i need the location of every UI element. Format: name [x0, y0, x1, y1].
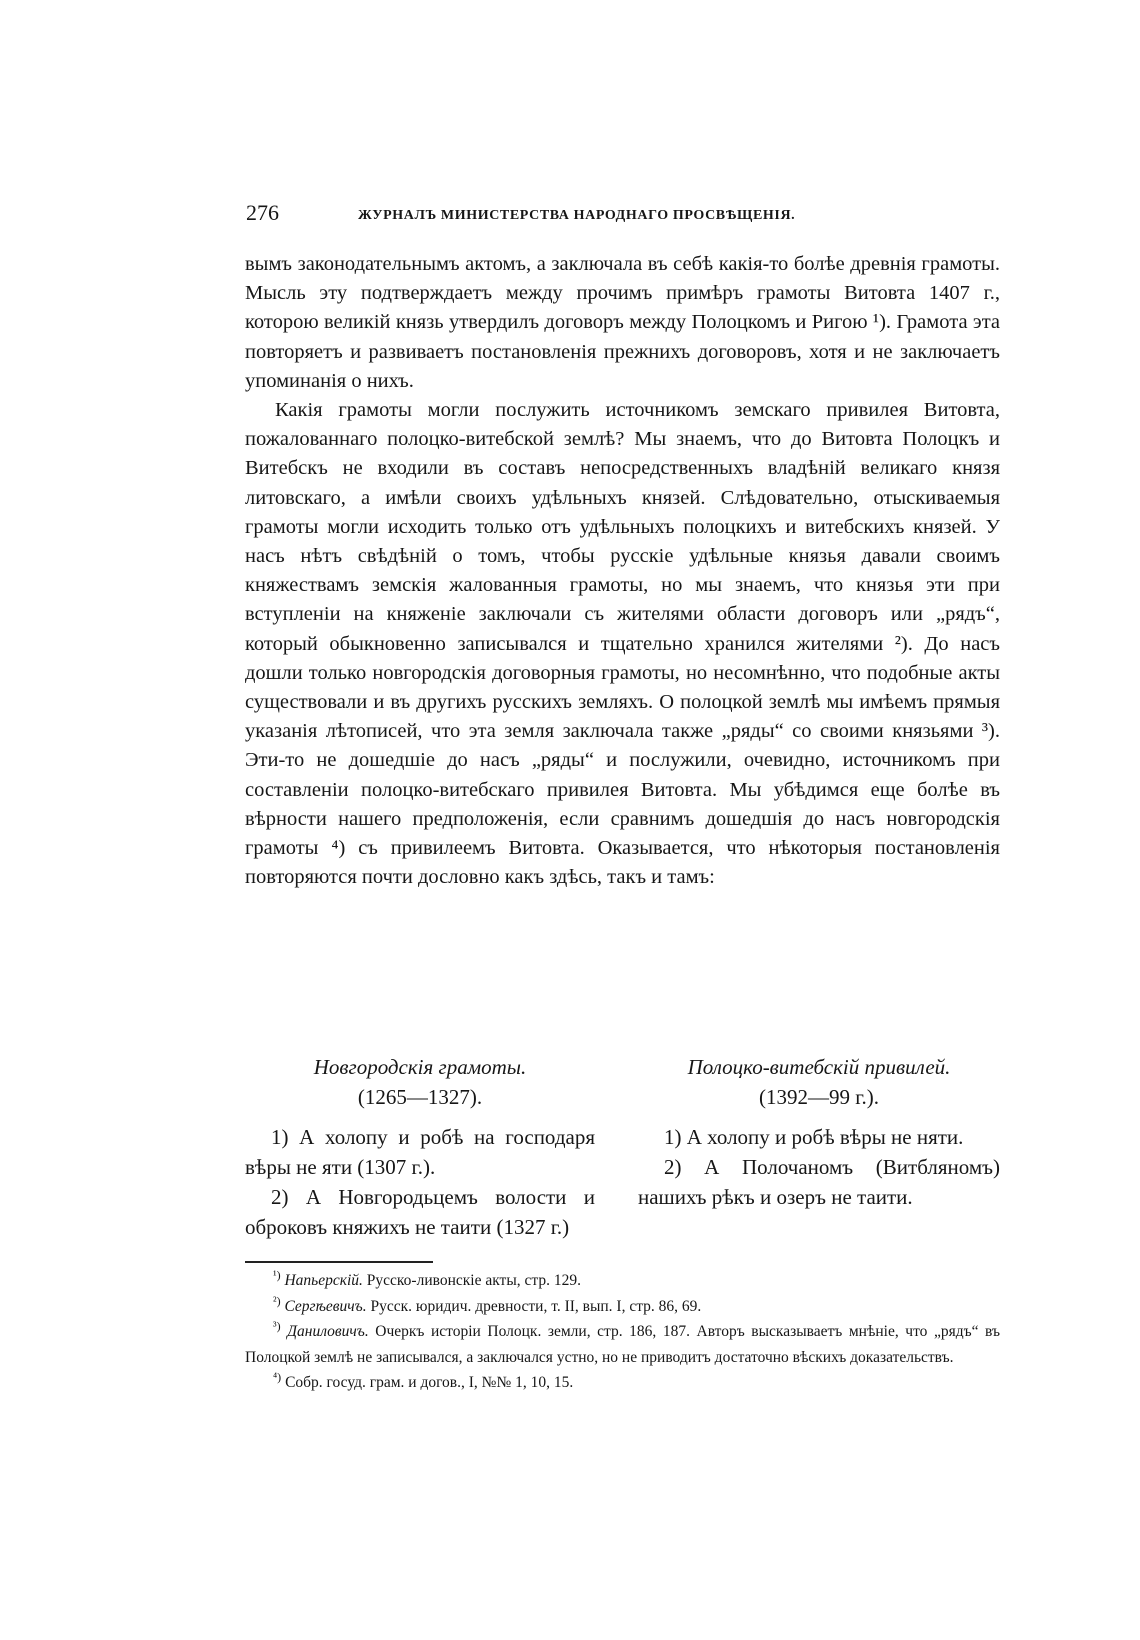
novgorod-column: [245, 1052, 595, 1242]
footnote: $^{^1)}$ Напьерскій. Русско-ливонскіе акты, стр. 129.: [273, 1267, 581, 1289]
footnote: $^{^2)}$ Сергѣевичъ. Русск. юридич. древности, т. II, вып. I, стр. 86, 69.: [273, 1293, 702, 1315]
column-title: Новгородскія грамоты.: [313, 1055, 527, 1079]
footnote: $^{^3)}$ Даниловичъ. Очеркъ исторіи Полоцк. земли, стр. 186, 187. Авторъ высказываетъ мнѣніе, что „рядъ“ въ Полоцкой землѣ не записывался, а заключался устно, но не приводитъ достаточно вѣскихъ доказательствъ.: [245, 1318, 1001, 1366]
column-item: 2) А Полочаномъ (Витбляномъ) нашихъ рѣкъ и озеръ не таити.: [638, 1155, 1000, 1209]
footnote-divider: [245, 1261, 433, 1263]
column-item: 1) А холопу и робѣ на господаря вѣры не яти (1307 г.).: [245, 1125, 595, 1179]
column-dates: (1265—1327).: [357, 1085, 483, 1109]
column-item: 2) А Новгородьцемъ волости и оброковъ княжихъ не таити (1327 г.): [245, 1185, 595, 1239]
footnote: $^{^4)}$ Собр. госуд. грам. и догов., I, №№ 1, 10, 15.: [273, 1369, 574, 1391]
page-number: 276: [246, 200, 279, 225]
column-dates: (1392—99 г.).: [759, 1085, 879, 1109]
paragraph-2: Какія грамоты могли послужить источникомъ земскаго привилея Витовта, пожалованнаго полоцко-витебской землѣ? Мы знаемъ, что до Витовта Полоцкъ и Витебскъ не входили въ составъ непосредственныхъ владѣній великаго князя литовскаго, а имѣли своихъ удѣльныхъ князей. Слѣдовательно, отыскиваемыя грамоты могли исходить только отъ удѣльныхъ полоцкихъ и витебскихъ князей. У насъ нѣтъ свѣдѣній о томъ, чтобы русскіе удѣльные князья давали своимъ княжествамъ земскія жалованныя грамоты, но мы знаемъ, что князья эти при вступленіи на княженіе заключали съ жителями области договоръ или „рядъ“, который обыкновенно записывался и тщательно хранился жителями ²). До насъ дошли только новгородскія договорныя грамоты, но несомнѣнно, что подобные акты существовали и въ другихъ русскихъ земляхъ. О полоцкой землѣ мы имѣемъ прямыя указанія лѣтописей, что эта земля заключала также „ряды“ со своими князьями ³). Эти-то не дошедшіе до насъ „ряды“ и послужили, очевидно, источникомъ при составленіи полоцко-витебскаго привилея Витовта. Мы убѣдимся еще болѣе въ вѣрности нашего предположенія, если сравнимъ дошедшія до насъ новгородскія грамоты ⁴) съ привилеемъ Витовта. Оказывается, что нѣкоторыя постановленія повторяются почти дословно какъ здѣсь, такъ и тамъ:: [245, 399, 1000, 889]
column-item: 1) А холопу и робѣ вѣры не няти.: [664, 1125, 964, 1149]
running-title: ЖУРНАЛЪ МИНИСТЕРСТВА НАРОДНАГО ПРОСВѢЩЕНІЯ.: [358, 208, 796, 223]
footnotes: [245, 1268, 1000, 1396]
column-title: Полоцко-витебскій привилей.: [687, 1055, 951, 1079]
body-text: [245, 250, 1000, 892]
paragraph-1: вымъ законодательнымъ актомъ, а заключала въ себѣ какія-то болѣе древнія грамоты. Мысль эту подтверждаетъ между прочимъ примѣръ грамоты Витовта 1407 г., которою великій князь утвердилъ договоръ между Полоцкомъ и Ригою ¹). Грамота эта повторяетъ и развиваетъ постановленія прежнихъ договоровъ, хотя и не заключаетъ упоминанія о нихъ.: [245, 253, 1000, 392]
polotsk-column: [638, 1052, 1000, 1212]
